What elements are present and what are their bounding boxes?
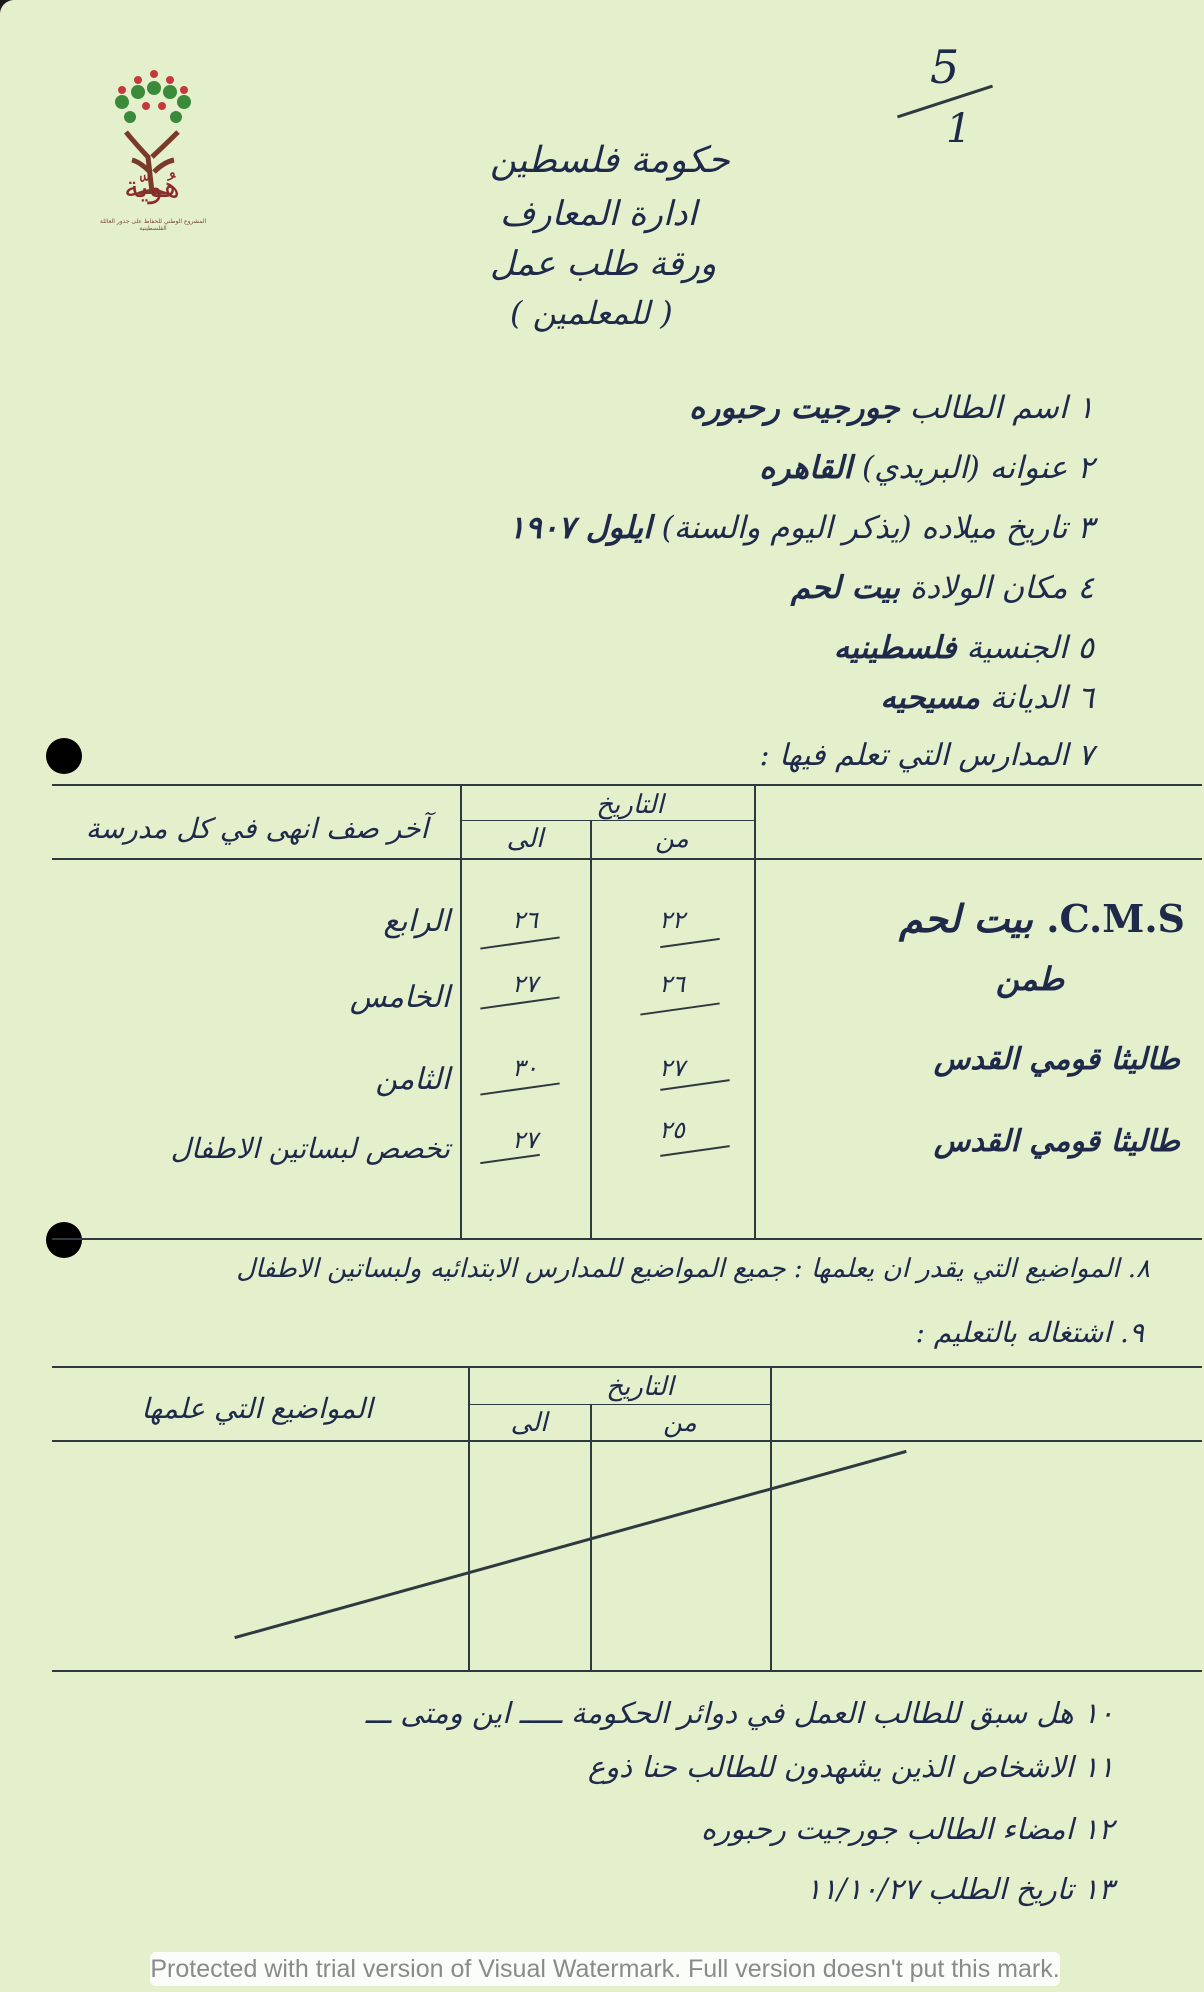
work-table-header-rule <box>52 1440 1202 1442</box>
school-to: ٢٧ <box>512 970 538 998</box>
family-tree-logo <box>104 62 200 232</box>
item-10-gov-service <box>366 1696 1114 1730</box>
work-col-header-from: من <box>663 1408 697 1438</box>
col-header-from: من <box>655 824 689 854</box>
item-text: تاريخ الطلب ١١/١٠/٢٧ <box>805 1872 1074 1906</box>
field-value: ايلول ١٩٠٧ <box>508 510 652 546</box>
item-num: ١٠ <box>1082 1696 1114 1730</box>
field-address <box>759 450 1094 486</box>
item-13-application-date <box>806 1872 1114 1906</box>
field-value: بيت لحم <box>790 570 901 606</box>
school-arabic: بيت لحم <box>899 896 1033 941</box>
work-table-date-rule <box>468 1404 770 1405</box>
work-table-strike-line <box>234 1450 906 1639</box>
col-header-to: الى <box>506 824 544 854</box>
school-name <box>775 896 1185 941</box>
school-last-class: الخامس <box>349 980 450 1015</box>
field-num: ٦ <box>1077 680 1094 716</box>
school-name: طمن <box>995 960 1065 998</box>
field-value: جورجيت رحبوره <box>689 390 900 426</box>
school-from-underline <box>640 1002 719 1015</box>
work-table-top-rule <box>52 1366 1202 1368</box>
field-label: اسم الطالب <box>909 390 1068 426</box>
ref-mark-bottom: 1 <box>946 106 972 152</box>
school-from-underline <box>660 938 720 948</box>
col-header-last-class: آخر صف انهى في كل مدرسة <box>85 812 429 845</box>
school-last-class: الرابع <box>383 904 450 939</box>
field-label: مكان الولادة <box>909 570 1068 606</box>
school-to-underline <box>480 1082 559 1095</box>
field-religion <box>880 680 1094 716</box>
header-form-title: ورقة طلب عمل <box>490 244 717 284</box>
field-nationality <box>834 630 1094 666</box>
item-num: ١٣ <box>1082 1872 1114 1906</box>
field-name <box>689 390 1094 426</box>
school-to-underline <box>480 996 559 1009</box>
item-text: الاشخاص الذين يشهدون للطالب حنا ذوع <box>587 1750 1074 1784</box>
work-table-divider <box>770 1368 772 1670</box>
watermark-banner: Protected with trial version of Visual Watermark. Full version doesn't put this mark. <box>150 1952 1060 1986</box>
school-to: ٢٧ <box>512 1126 538 1154</box>
field-value: القاهره <box>759 450 853 486</box>
school-to-underline <box>480 1154 540 1164</box>
school-to: ٢٦ <box>512 906 538 934</box>
field-label: تاريخ ميلاده (يذكر اليوم والسنة) <box>661 510 1068 546</box>
item-11-references <box>588 1750 1114 1784</box>
logo-caption: المشروع الوطني للحفاظ على جذور العائلة الفلسطينية <box>99 218 207 232</box>
item-12-signature <box>701 1812 1114 1846</box>
field-num: ٥ <box>1077 630 1094 666</box>
field-num: ١ <box>1077 390 1094 426</box>
ref-mark-top: 5 <box>930 40 960 94</box>
item-num: ١٢ <box>1082 1812 1114 1846</box>
punch-hole-lower <box>46 1222 82 1258</box>
item-8-subjects: ٨. المواضيع التي يقدر ان يعلمها : جميع المواضيع للمدارس الابتدائيه ولبساتين الاطفال <box>236 1254 1150 1284</box>
school-last-class: الثامن <box>375 1062 450 1097</box>
field-label: الجنسية <box>966 630 1068 666</box>
work-col-header-date: التاريخ <box>606 1372 674 1402</box>
field-birth-place <box>791 570 1094 606</box>
school-from: ٢٢ <box>659 906 685 934</box>
field-birth-date <box>508 510 1094 546</box>
field-num: ٤ <box>1077 570 1094 606</box>
schools-table-bottom-rule <box>52 1238 1202 1240</box>
field-label: الديانة <box>989 680 1068 716</box>
header-for-teachers: ( للمعلمين ) <box>510 294 673 332</box>
school-latin: C.M.S. <box>1046 896 1185 941</box>
school-from-underline <box>660 1145 730 1157</box>
field-label: عنوانه (البريدي) <box>862 450 1068 486</box>
work-table-bottom-rule <box>52 1670 1202 1672</box>
school-last-class: تخصص لبساتين الاطفال <box>170 1132 450 1165</box>
field-value: مسيحيه <box>880 680 980 716</box>
field-num: ٣ <box>1077 510 1094 546</box>
schools-table-divider <box>754 786 756 1238</box>
schools-table-date-rule <box>460 820 754 821</box>
work-col-header-subjects: المواضيع التي علمها <box>141 1392 373 1425</box>
school-from: ٢٧ <box>659 1054 685 1082</box>
item-num: ١١ <box>1082 1750 1114 1784</box>
school-name: طاليثا قومي القدس <box>933 1042 1180 1077</box>
school-to: ٣٠ <box>512 1054 538 1082</box>
header-government: حكومة فلسطين <box>490 140 730 181</box>
item-9-teaching-experience: ٩. اشتغاله بالتعليم : <box>915 1316 1144 1349</box>
header-department: ادارة المعارف <box>500 194 697 234</box>
work-col-header-to: الى <box>510 1408 548 1438</box>
school-from: ٢٦ <box>659 970 685 998</box>
schools-table-top-rule <box>52 784 1202 786</box>
school-name: طاليثا قومي القدس <box>933 1124 1180 1159</box>
item-text: هل سبق للطالب العمل في دوائر الحكومة ـــــ اين ومتى ـــ <box>365 1696 1074 1730</box>
school-from: ٢٥ <box>659 1116 685 1144</box>
field-num: ٢ <box>1077 450 1094 486</box>
item-text: امضاء الطالب جورجيت رحبوره <box>701 1812 1074 1846</box>
logo-wordmark: هُويّة <box>124 170 180 205</box>
schools-table-divider <box>590 820 592 1238</box>
col-header-date: التاريخ <box>596 790 664 820</box>
school-to-underline <box>480 936 559 949</box>
schools-heading: ٧ المدارس التي تعلم فيها : <box>759 738 1094 773</box>
punch-hole-upper <box>46 738 82 774</box>
field-value: فلسطينيه <box>833 630 957 666</box>
schools-table-header-rule <box>52 858 1202 860</box>
